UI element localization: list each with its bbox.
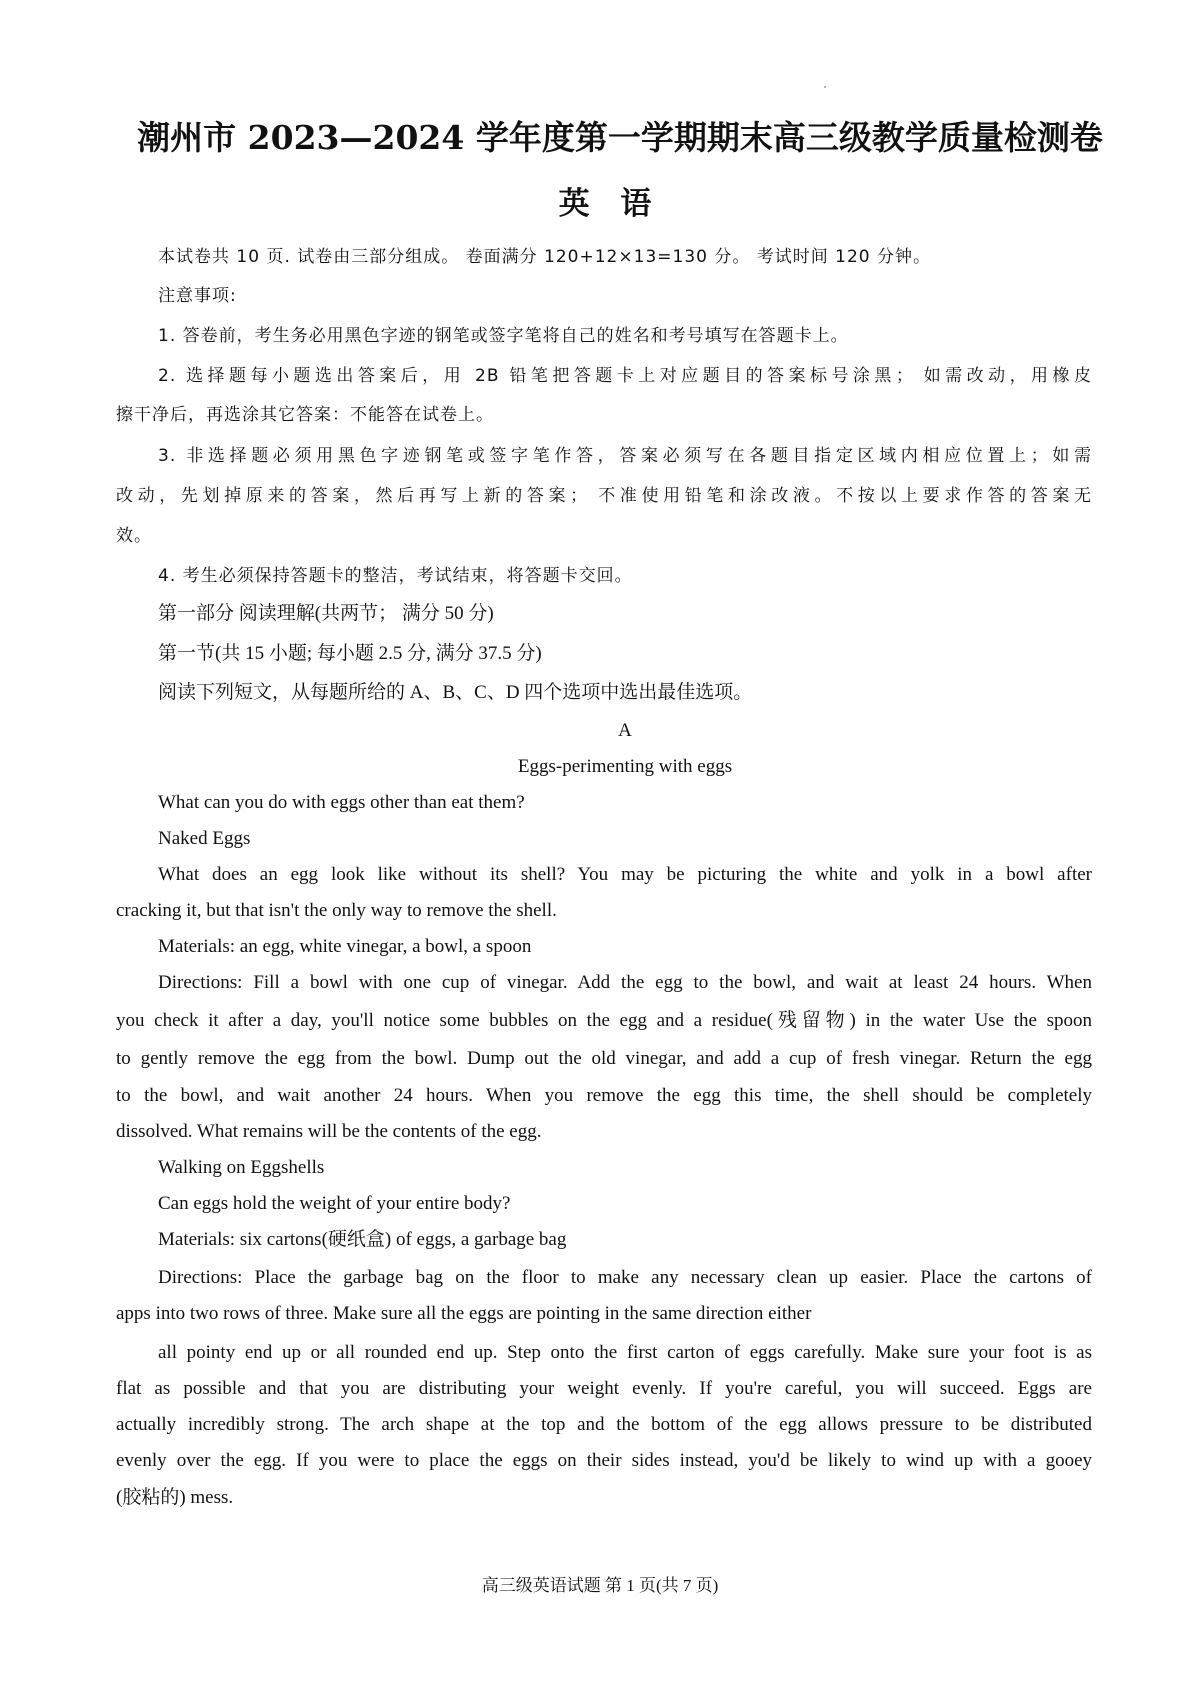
passage-line: dissolved. What remains will be the contents of the egg. — [116, 1121, 542, 1142]
passage-materials-1: Materials: an egg, white vinegar, a bowl, a spoon — [158, 936, 532, 957]
passage-line: to the bowl, and wait another 24 hours. When you remove the egg this time, the shell should be completely — [116, 1085, 1092, 1106]
notice-item-4: 4. 考生必须保持答题卡的整洁，考试结束，将答题卡交回。 — [158, 566, 633, 586]
notice-item-3-line-2: 改动，先划掉原来的答案，然后再写上新的答案； 不准使用铅笔和涂改液。不按以上要求作答的答案无 — [116, 486, 1092, 506]
passage-line: (胶粘的) mess. — [116, 1487, 234, 1508]
passage-line: What can you do with eggs other than eat them? — [158, 792, 525, 813]
passage-line: apps into two rows of three. Make sure all the eggs are pointing in the same direction either — [116, 1303, 812, 1324]
notice-heading: 注意事项: — [158, 286, 237, 306]
notice-item-2-line-1: 2. 选择题每小题选出答案后，用 2B 铅笔把答题卡上对应题目的答案标号涂黑； 如需改动，用橡皮 — [158, 366, 1092, 386]
notice-item-3-line-3: 效。 — [116, 526, 152, 546]
passage-line: What does an egg look like without its shell? You may be picturing the white and yolk in a bowl after — [158, 864, 1092, 885]
passage-label: A — [618, 720, 632, 741]
scan-speck — [824, 86, 826, 88]
passage-line: you check it after a day, you'll notice some bubbles on the egg and a residue(残留物) in the water Use the spoon — [116, 1010, 1092, 1031]
section-1-heading: 第一节(共 15 小题; 每小题 2.5 分, 满分 37.5 分) — [158, 643, 542, 664]
passage-line: flat as possible and that you are distributing your weight evenly. If you're careful, you will succeed. Eggs are — [116, 1378, 1092, 1399]
passage-line: Can eggs hold the weight of your entire body? — [158, 1193, 511, 1214]
passage-line: Directions: Place the garbage bag on the floor to make any necessary clean up easier. Place the cartons of — [158, 1267, 1092, 1288]
passage-subheading-naked-eggs: Naked Eggs — [158, 828, 251, 849]
passage-line: to gently remove the egg from the bowl. Dump out the old vinegar, and add a cup of fresh vinegar. Return the egg — [116, 1048, 1092, 1069]
page-footer: 高三级英语试题 第 1 页(共 7 页) — [481, 1576, 719, 1595]
passage-line: actually incredibly strong. The arch shape at the top and the bottom of the egg allows pressure to be distributed — [116, 1414, 1092, 1435]
passage-line: cracking it, but that isn't the only way to remove the shell. — [116, 900, 557, 921]
passage-subheading-walking: Walking on Eggshells — [158, 1157, 325, 1178]
intro-text: 本试卷共 10 页. 试卷由三部分组成。 卷面满分 120+12×13=130 分。 考试时间 120 分钟。 — [158, 247, 932, 267]
passage-line: all pointy end up or all rounded end up. Step onto the first carton of eggs carefully. Make sure your foot is as — [158, 1342, 1092, 1363]
part-1-heading: 第一部分 阅读理解(共两节； 满分 50 分) — [158, 603, 494, 624]
notice-item-3-line-1: 3. 非选择题必须用黑色字迹钢笔或签字笔作答，答案必须写在各题目指定区域内相应位置上；如需 — [158, 446, 1092, 466]
reading-directions: 阅读下列短文，从每题所给的 A、B、C、D 四个选项中选出最佳选项。 — [158, 682, 753, 703]
passage-line: evenly over the egg. If you were to place the eggs on their sides instead, you'd be likely to wind up with a gooey — [116, 1450, 1092, 1471]
subject-title: 英 语 — [558, 186, 662, 222]
notice-item-2-line-2: 擦干净后，再选涂其它答案：不能答在试卷上。 — [116, 405, 494, 425]
passage-title: Eggs-perimenting with eggs — [517, 756, 733, 777]
exam-title: 潮州市 2023—2024 学年度第一学期期末高三级教学质量检测卷 — [137, 118, 1103, 157]
passage-materials-2: Materials: six cartons(硬纸盒) of eggs, a garbage bag — [158, 1229, 567, 1250]
passage-line: Directions: Fill a bowl with one cup of vinegar. Add the egg to the bowl, and wait at least 24 hours. When — [158, 972, 1092, 993]
notice-item-1: 1. 答卷前，考生务必用黑色字迹的钢笔或签字笔将自己的姓名和考号填写在答题卡上。 — [158, 326, 849, 346]
